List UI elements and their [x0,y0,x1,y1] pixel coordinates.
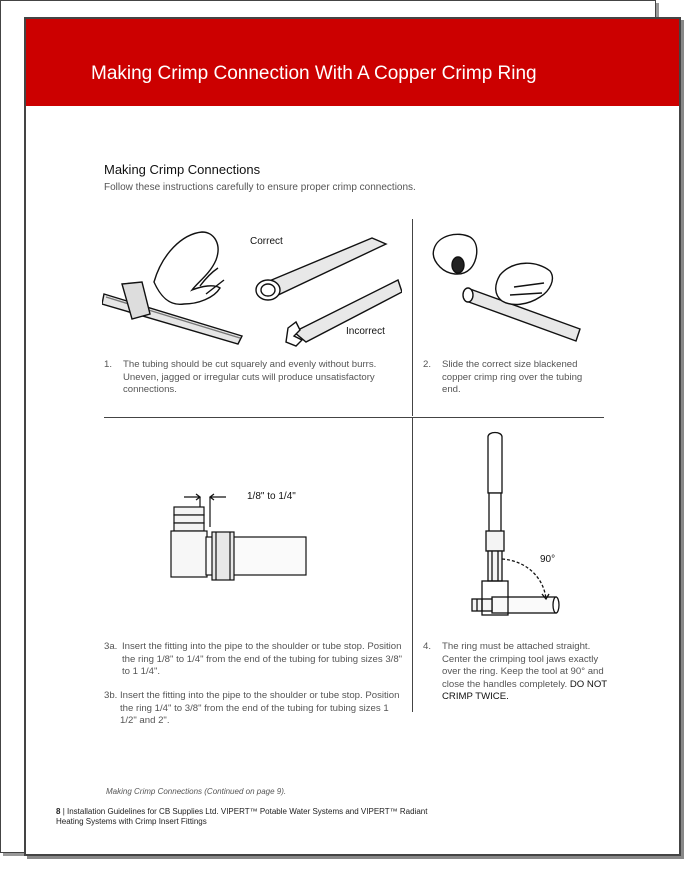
step-3b-text: Insert the fitting into the pipe to the shoulder or tube stop. Position the ring 1/4" to 3/8" from the end of the tubing for tubing sizes 1 1/2" and 2". [120,690,400,726]
section-title: Making Crimp Connections [104,162,261,177]
crimp-tool-illustration [462,431,572,621]
page-number: 8 [56,807,61,816]
step-4 [423,641,608,704]
divider-horizontal [104,417,604,418]
step-4-warning: DO NOT CRIMP TWICE. [442,678,607,702]
fitting-position-illustration [166,487,316,587]
crimp-ring-illustration [430,229,585,344]
step-3b [104,690,404,728]
step-2-number: 2. [423,359,432,370]
step-4-number: 4. [423,641,432,652]
step-1-number: 1. [104,359,113,370]
header-banner [26,19,679,106]
step-1 [104,359,394,397]
footer-separator: | [62,807,65,816]
step-3a [104,641,404,679]
correct-label: Correct [250,236,283,247]
step-1-text: The tubing should be cut squarely and evenly without burrs. Uneven, jagged or irregular cuts will produce unsatisfactory connections. [123,359,377,395]
page-title: Making Crimp Connection With A Copper Crimp Ring [91,63,537,84]
step-3a-number: 3a. [104,641,118,652]
step-3b-number: 3b. [104,690,118,701]
page-footer [56,807,456,827]
continued-note: Making Crimp Connections (Continued on page 9). [106,787,287,796]
incorrect-label: Incorrect [346,326,385,337]
step-3a-text: Insert the fitting into the pipe to the shoulder or tube stop. Position the ring 1/8" to 1/4" from the end of the tubing for tubing sizes 3/8" to 1 1/4". [122,641,403,677]
footer-text: Installation Guidelines for CB Supplies Ltd. VIPERT™ Potable Water Systems and VIPERT™ Radiant Heating Systems with Crimp Insert Fittings [56,807,428,826]
dimension-label: 1/8" to 1/4" [247,491,296,502]
step-2-text: Slide the correct size blackened copper crimp ring over the tubing end. [442,359,583,395]
divider-vertical-bottom [412,418,413,712]
document-page [24,17,681,856]
step-4-text: The ring must be attached straight. Center the crimping tool jaws exactly over the ring. Keep the tool at 90° and close the handles completely. [442,641,604,690]
section-subtitle: Follow these instructions carefully to ensure proper crimp connections. [104,182,416,193]
angle-label: 90° [540,554,556,565]
divider-vertical-top [412,219,413,416]
step-2 [423,359,598,397]
